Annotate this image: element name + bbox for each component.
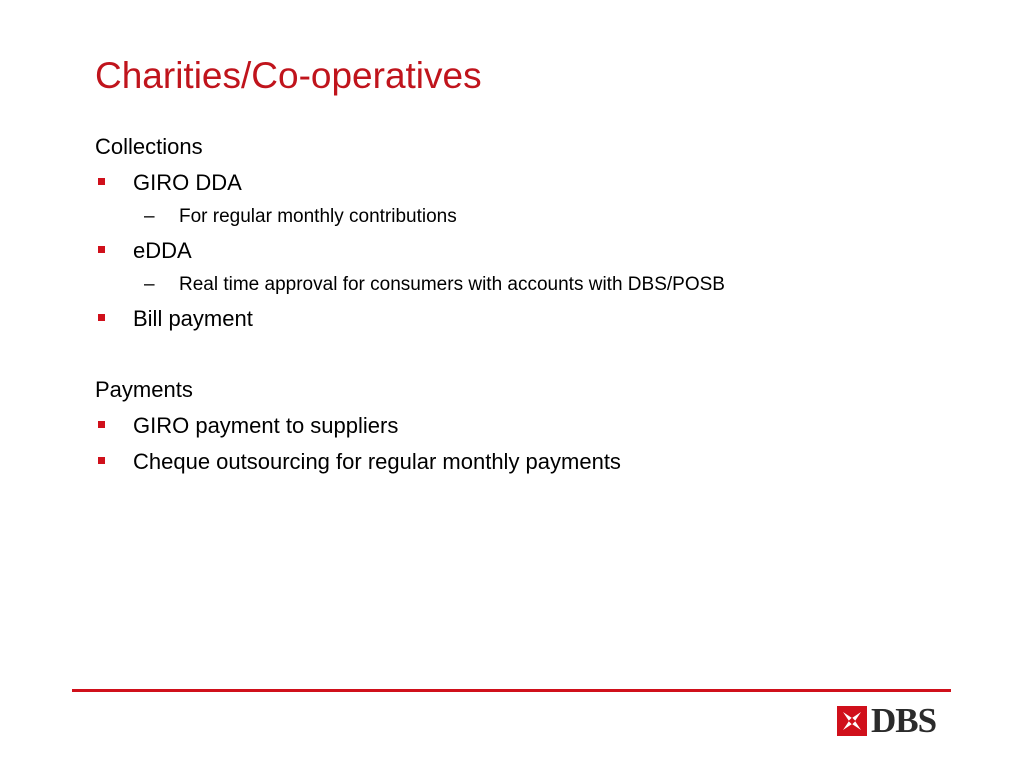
section-spacer — [95, 339, 955, 374]
sub-item-giro-dda — [95, 203, 955, 235]
bullet-text: eDDA — [133, 238, 192, 263]
sub-item-text: Real time approval for consumers with accounts with DBS/POSB — [179, 274, 725, 295]
square-bullet-icon — [98, 457, 105, 464]
footer-divider — [72, 689, 951, 692]
bullet-text: Bill payment — [133, 306, 253, 331]
bullet-text: GIRO payment to suppliers — [133, 413, 399, 438]
dbs-star-icon — [835, 704, 869, 738]
bullet-text: GIRO DDA — [133, 170, 242, 195]
dbs-wordmark: DBS — [871, 701, 937, 740]
bullet-item-bill-payment — [95, 303, 955, 339]
sub-item-edda — [95, 271, 955, 303]
dbs-logo — [835, 703, 936, 739]
square-bullet-icon — [98, 178, 105, 185]
sub-item-text: For regular monthly contributions — [179, 206, 457, 227]
square-bullet-icon — [98, 246, 105, 253]
section-heading-payments: Payments — [95, 377, 193, 402]
bullet-item-giro-payment — [95, 410, 955, 446]
dash-bullet-icon: – — [144, 206, 155, 227]
bullet-item-edda — [95, 235, 955, 271]
square-bullet-icon — [98, 314, 105, 321]
square-bullet-icon — [98, 421, 105, 428]
bullet-item-giro-dda — [95, 167, 955, 203]
section-heading-collections: Collections — [95, 134, 203, 159]
bullet-item-cheque — [95, 446, 955, 482]
dash-bullet-icon: – — [144, 274, 155, 295]
bullet-text: Cheque outsourcing for regular monthly payments — [133, 449, 621, 474]
slide-body — [95, 131, 955, 482]
slide-title: Charities/Co-operatives — [95, 55, 482, 96]
